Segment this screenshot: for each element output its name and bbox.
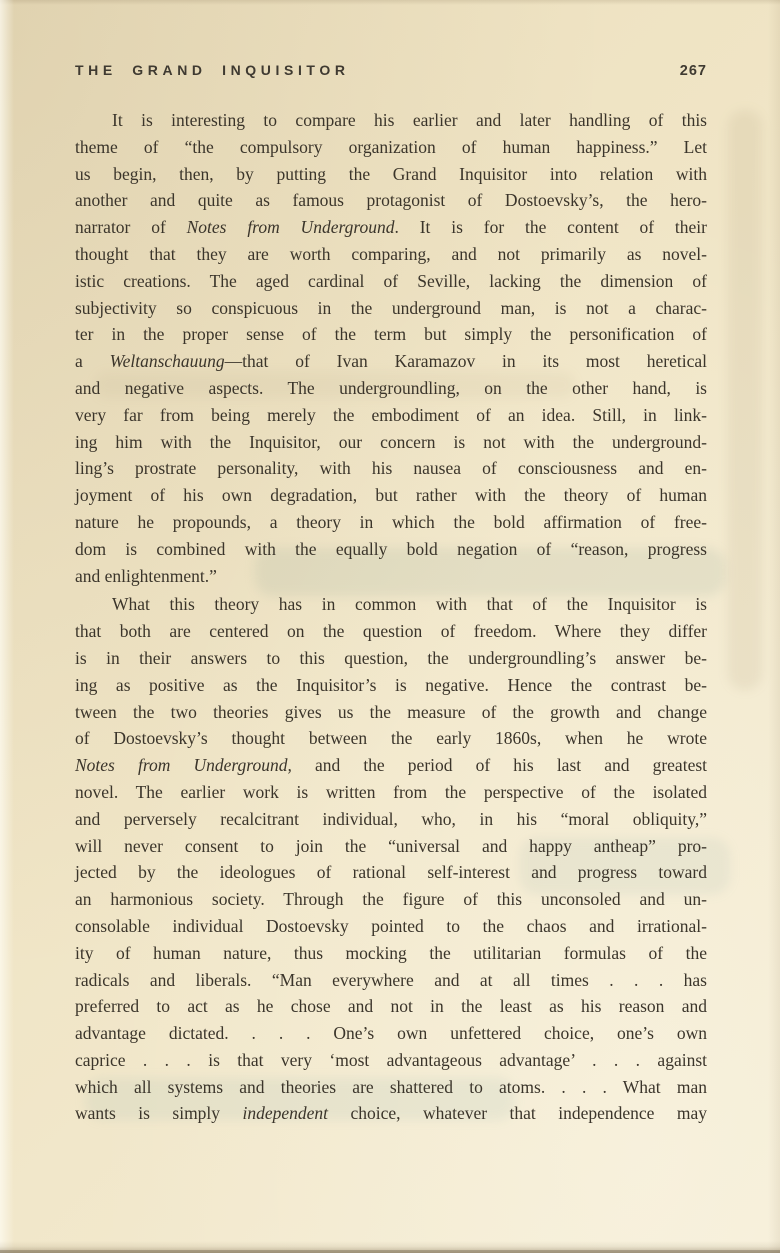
text-line: will never consent to join the “universal and happy antheap” pro- <box>75 835 707 856</box>
text-line: It is interesting to compare his earlier and later handling of this <box>112 110 707 130</box>
text-line: ing as positive as the Inquisitor’s is negative. Hence the contrast be- <box>75 674 707 695</box>
text-line: joyment of his own degradation, but rather with the theory of human <box>75 485 707 506</box>
body-text <box>75 107 707 1127</box>
text-line: caprice . . . is that very ‘most advantageous advantage’ . . . against <box>75 1049 707 1070</box>
text-line: is in their answers to this question, the undergroundling’s answer be- <box>75 647 707 668</box>
paragraph <box>75 591 707 1127</box>
text-line: novel. The earlier work is written from the perspective of the isolated <box>75 781 707 802</box>
text-line: jected by the ideologues of rational self-interest and progress toward <box>75 862 707 883</box>
page-top-edge <box>0 0 780 5</box>
text-line: which all systems and theories are shattered to atoms. . . . What man <box>75 1076 707 1097</box>
text-line: subjectivity so conspicuous in the underground man, is not a charac- <box>75 297 707 318</box>
text-line: very far from being merely the embodiment of an idea. Still, in link- <box>75 404 707 425</box>
page-right-edge <box>768 0 780 1253</box>
text-line: dom is combined with the equally bold negation of “reason, progress <box>75 538 707 559</box>
text-line: us begin, then, by putting the Grand Inquisitor into relation with <box>75 163 707 184</box>
text-line: ling’s prostrate personality, with his nausea of consciousness and en- <box>75 458 707 479</box>
text-line: another and quite as famous protagonist of Dostoevsky’s, the hero- <box>75 190 707 211</box>
text-line: preferred to act as he chose and not in the least as his reason and <box>75 996 707 1017</box>
text-line: What this theory has in common with that of the Inquisitor is <box>112 594 707 615</box>
text-line: theme of “the compulsory organization of human happiness.” Let <box>75 136 707 157</box>
text-line: thought that they are worth comparing, and not primarily as novel- <box>75 243 707 264</box>
text-line: radicals and liberals. “Man everywhere and at all times . . . has <box>75 969 707 990</box>
page-number: 267 <box>679 63 707 79</box>
text-line: and enlightenment.” <box>75 565 217 586</box>
text-line: ing him with the Inquisitor, our concern is not with the underground- <box>75 431 707 452</box>
text-line: consolable individual Dostoevsky pointed to the chaos and irrational- <box>75 915 707 936</box>
text-line: an harmonious society. Through the figure of this unconsoled and un- <box>75 889 707 910</box>
text-line: advantage dictated. . . . One’s own unfettered choice, one’s own <box>75 1023 707 1044</box>
text-line: of Dostoevsky’s thought between the early 1860s, when he wrote <box>75 728 707 749</box>
text-line: and negative aspects. The undergroundling, on the other hand, is <box>75 377 707 398</box>
text-line: narrator of Notes from Underground. It is for the content of their <box>75 217 707 238</box>
text-line: tween the two theories gives us the measure of the growth and change <box>75 701 707 722</box>
text-line: a Weltanschauung—that of Ivan Karamazov in its most heretical <box>75 351 707 372</box>
text-line: wants is simply independent choice, whatever that independence may <box>75 1103 707 1124</box>
page-left-edge <box>0 0 14 1253</box>
text-line: nature he propounds, a theory in which the bold affirmation of free- <box>75 511 707 532</box>
text-line: ity of human nature, thus mocking the utilitarian formulas of the <box>75 942 707 963</box>
running-head <box>75 62 707 79</box>
running-head-title: THE GRAND INQUISITOR <box>75 62 350 78</box>
show-through-smudge <box>728 110 762 690</box>
text-line: that both are centered on the question of freedom. Where they differ <box>75 621 707 642</box>
text-line: and perversely recalcitrant individual, who, in his “moral obliquity,” <box>75 808 707 829</box>
text-line: Notes from Underground, and the period of his last and greatest <box>75 755 708 776</box>
paragraph <box>75 107 707 589</box>
text-line: istic creations. The aged cardinal of Seville, lacking the dimension of <box>75 270 707 291</box>
text-line: ter in the proper sense of the term but simply the personification of <box>75 324 707 345</box>
